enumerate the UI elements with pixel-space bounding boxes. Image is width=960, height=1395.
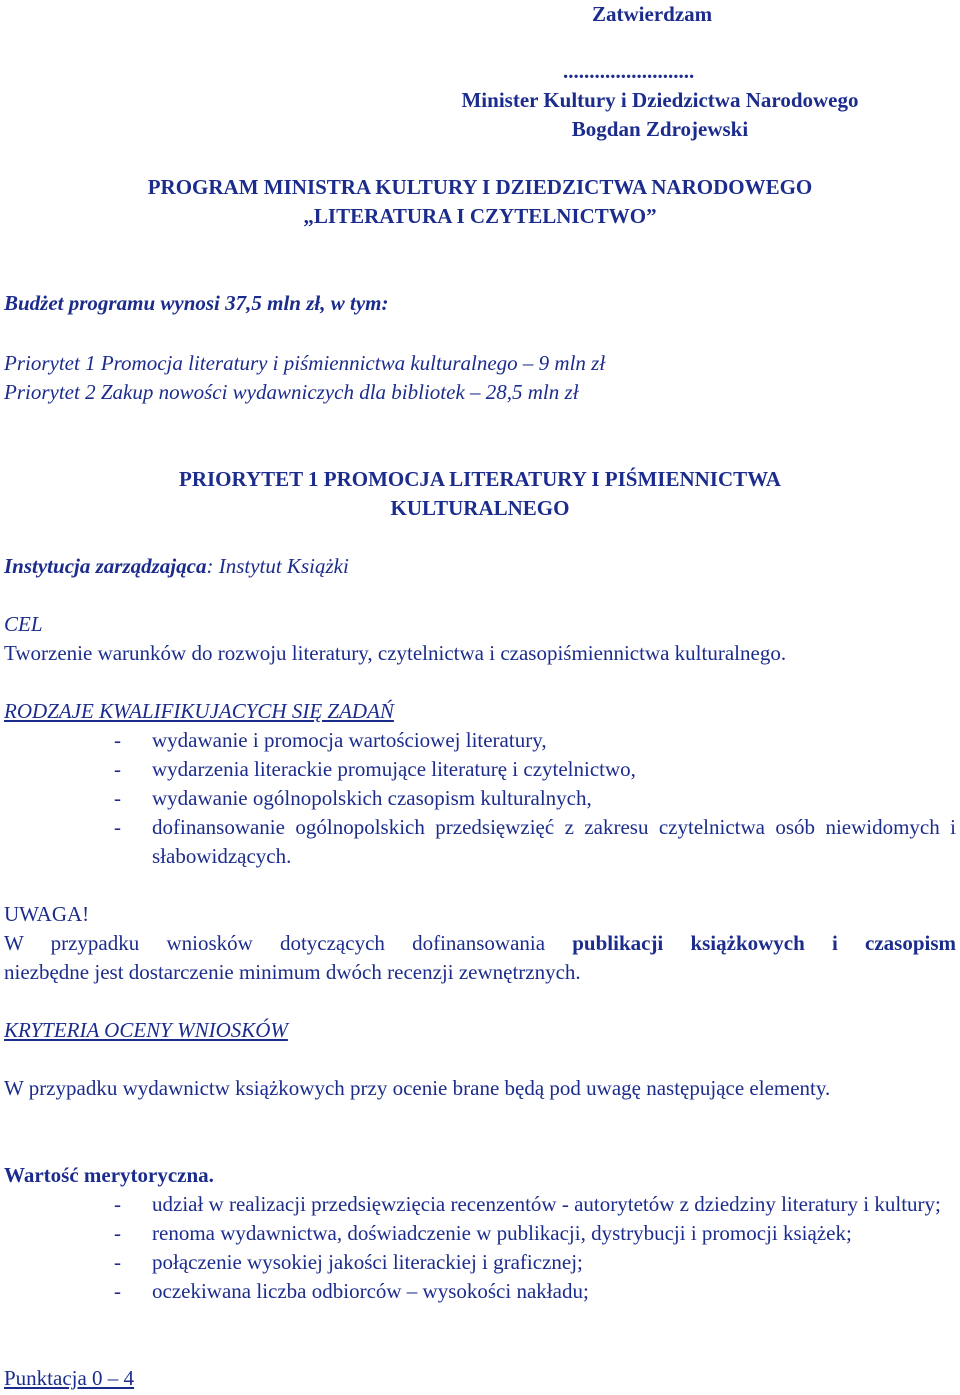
list-item-text: oczekiwana liczba odbiorców – wysokości nakładu; (152, 1279, 589, 1303)
priority1-title-line2: KULTURALNEGO (390, 496, 570, 520)
program-title-line1: PROGRAM MINISTRA KULTURY I DZIEDZICTWA NARODOWEGO (147, 175, 813, 199)
budget-heading: Budżet programu wynosi 37,5 mln zł, w tym: (4, 291, 389, 315)
list-item-text: udział w realizacji przedsięwzięcia recenzentów - autorytetów z dziedziny literatury i kultury; (152, 1192, 941, 1216)
list-item (0, 1190, 960, 1219)
list-item-text: wydawanie ogólnopolskich czasopism kulturalnych, (152, 786, 592, 810)
goal-text: Tworzenie warunków do rozwoju literatury, czytelnictwa i czasopiśmiennictwa kulturalnego. (4, 641, 787, 665)
list-dash: - (114, 728, 121, 752)
list-item-text: dofinansowanie ogólnopolskich przedsięwzięć z zakresu czytelnictwa osób niewidomych i słabowidzących. (152, 815, 956, 868)
list-item (0, 1248, 960, 1277)
criteria-intro: W przypadku wydawnictw książkowych przy ocenie brane będą pod uwagę następujące elementy. (4, 1076, 831, 1100)
goal-heading: CEL (4, 612, 43, 636)
notice-heading: UWAGA! (4, 902, 90, 926)
program-title-line2: „LITERATURA I CZYTELNICTWO” (303, 204, 657, 228)
task-types-heading: RODZAJE KWALIFIKUJACYCH SIĘ ZADAŃ (4, 699, 394, 723)
merit-heading: Wartość merytoryczna. (4, 1163, 214, 1187)
list-item-text: połączenie wysokiej jakości literackiej i graficznej; (152, 1250, 583, 1274)
score-label: Punktacja 0 – 4 (4, 1366, 135, 1390)
list-item (0, 1219, 960, 1248)
list-dash: - (114, 786, 121, 810)
merit-list (0, 1190, 960, 1306)
approval-title: Zatwierdzam (592, 2, 713, 26)
list-dash: - (114, 1250, 121, 1274)
criteria-heading: KRYTERIA OCENY WNIOSKÓW (4, 1018, 288, 1042)
task-types-list (0, 726, 960, 871)
list-item-text: wydarzenia literackie promujące literaturę i czytelnictwo, (152, 757, 636, 781)
notice-text-pre: W przypadku wniosków dotyczących dofinansowania (4, 931, 573, 955)
list-dash: - (114, 815, 121, 839)
managing-institution (4, 552, 349, 581)
priority1-title-line1: PRIORYTET 1 PROMOCJA LITERATURY I PIŚMIENNICTWA (179, 467, 781, 491)
list-item (0, 755, 960, 784)
notice-text-bold: publikacji książkowych i czasopism (572, 931, 956, 955)
signature-dots: ......................... (563, 59, 695, 83)
list-dash: - (114, 1192, 121, 1216)
budget-priority-1: Priorytet 1 Promocja literatury i piśmiennictwa kulturalnego – 9 mln zł (4, 351, 606, 375)
list-item (0, 784, 960, 813)
list-dash: - (114, 1221, 121, 1245)
list-item-text: wydawanie i promocja wartościowej literatury, (152, 728, 547, 752)
list-dash: - (114, 1279, 121, 1303)
minister-name: Bogdan Zdrojewski (571, 117, 749, 141)
list-item (0, 813, 960, 871)
list-item-text: renoma wydawnictwa, doświadczenie w publikacji, dystrybucji i promocji książek; (152, 1221, 852, 1245)
budget-priority-2: Priorytet 2 Zakup nowości wydawniczych dla bibliotek – 28,5 mln zł (4, 380, 579, 404)
managing-institution-value: : Instytut Książki (206, 554, 349, 578)
list-dash: - (114, 757, 121, 781)
notice-text-line2: niezbędne jest dostarczenie minimum dwóch recenzji zewnętrznych. (4, 960, 581, 984)
minister-role: Minister Kultury i Dziedzictwa Narodowego (461, 88, 859, 112)
list-item (0, 726, 960, 755)
notice-text-line1 (4, 929, 956, 958)
list-item (0, 1277, 960, 1306)
managing-institution-label: Instytucja zarządzająca (4, 554, 207, 578)
